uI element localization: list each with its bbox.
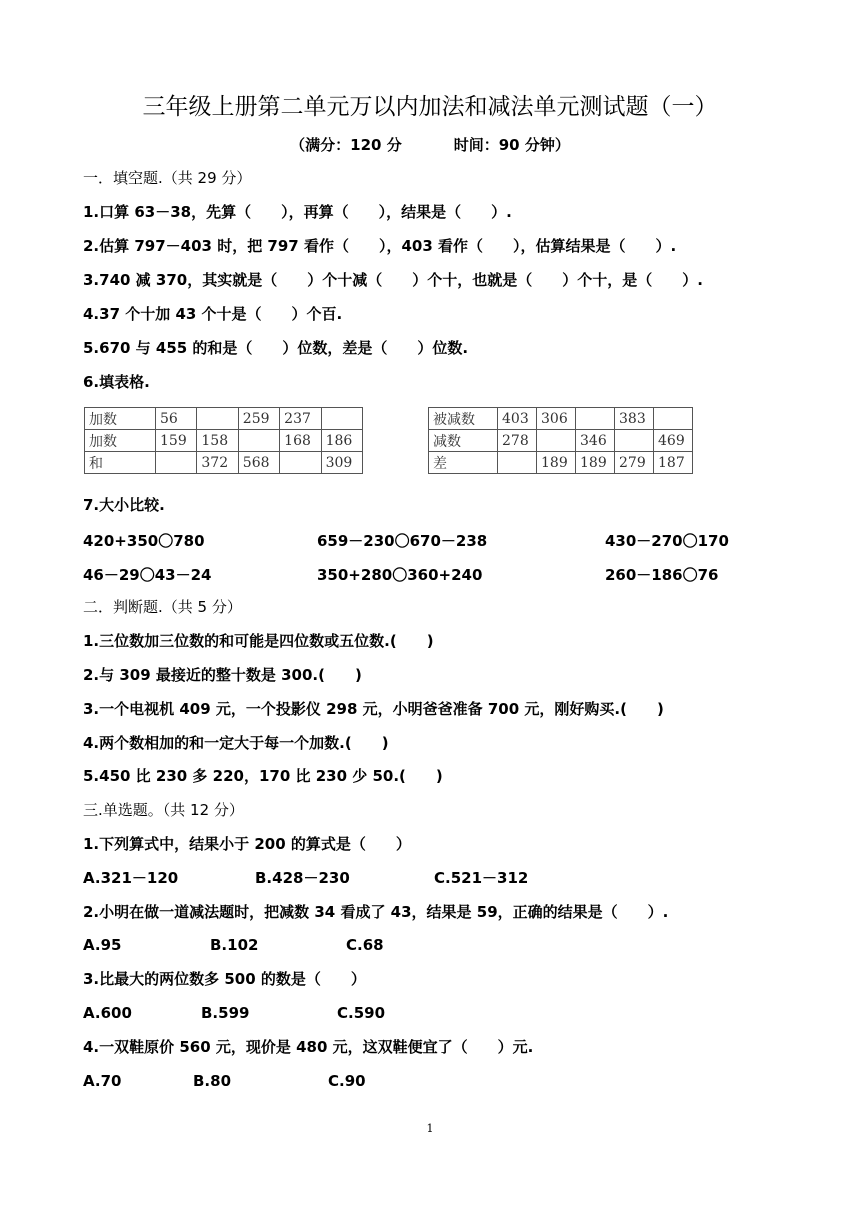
s1-question-4: 4.37 个十加 43 个十是（ ）个百. (83, 305, 343, 323)
table-cell: 278 (498, 430, 537, 452)
table-cell (156, 452, 197, 474)
option: A.70 (83, 1072, 122, 1090)
table-row (85, 408, 363, 430)
table-cell: 159 (156, 430, 197, 452)
table-cell (238, 430, 279, 452)
s2-question-2: 2.与 309 最接近的整十数是 300.( ) (83, 666, 362, 684)
table-cell: 加数 (85, 430, 156, 452)
table-row (429, 430, 693, 452)
s1-question-3: 3.740 减 370，其实就是（ ）个十减（ ）个十，也就是（ ）个十，是（ ）. (83, 271, 703, 289)
section-3-heading: 三.单选题。（共 12 分） (83, 801, 244, 819)
s3-question-3: 3.比最大的两位数多 500 的数是（ ） (83, 970, 366, 988)
table-cell: 189 (576, 452, 615, 474)
section-1-heading: 一．填空题.（共 29 分） (83, 169, 252, 187)
compare-item: 260－186〇76 (605, 566, 719, 584)
table-cell: 56 (156, 408, 197, 430)
s2-question-4: 4.两个数相加的和一定大于每一个加数.( ) (83, 734, 389, 752)
s2-question-3: 3.一个电视机 409 元，一个投影仪 298 元，小明爸爸准备 700 元，刚好购买.( ) (83, 700, 664, 718)
table-cell: 279 (615, 452, 654, 474)
table-cell (498, 452, 537, 474)
s3-question-1: 1.下列算式中，结果小于 200 的算式是（ ） (83, 835, 411, 853)
table-cell: 差 (429, 452, 498, 474)
subtitle (0, 134, 860, 155)
table-row (85, 430, 363, 452)
s2-question-5: 5.450 比 230 多 220，170 比 230 少 50.( ) (83, 767, 443, 785)
s3-question-2: 2.小明在做一道减法题时，把减数 34 看成了 43，结果是 59，正确的结果是（ ）. (83, 903, 669, 921)
full-score: （满分：120 分 (290, 136, 402, 154)
s2-question-1: 1.三位数加三位数的和可能是四位数或五位数.( ) (83, 632, 434, 650)
table-cell: 168 (280, 430, 321, 452)
table-cell: 568 (238, 452, 279, 474)
page-number: 1 (426, 1122, 434, 1135)
table-cell: 被减数 (429, 408, 498, 430)
option: C.521－312 (434, 869, 529, 887)
option: B.102 (210, 936, 259, 954)
table-cell: 259 (238, 408, 279, 430)
compare-item: 430－270〇170 (605, 532, 729, 550)
table-cell (576, 408, 615, 430)
table-cell: 469 (654, 430, 693, 452)
s1-question-5: 5.670 与 455 的和是（ ）位数，差是（ ）位数. (83, 339, 469, 357)
table-cell (280, 452, 321, 474)
compare-item: 350+280〇360+240 (317, 566, 483, 584)
table-cell (537, 430, 576, 452)
s3-question-4: 4.一双鞋原价 560 元，现价是 480 元，这双鞋便宜了（ ）元. (83, 1038, 534, 1056)
option: B.428－230 (255, 869, 350, 887)
option: C.590 (337, 1004, 386, 1022)
page-title: 三年级上册第二单元万以内加法和减法单元测试题（一） (142, 94, 718, 120)
table-cell: 306 (537, 408, 576, 430)
option: B.80 (193, 1072, 232, 1090)
table-cell: 346 (576, 430, 615, 452)
table-row (429, 408, 693, 430)
time-limit: 时间：90 分钟） (453, 136, 570, 154)
table-cell: 372 (197, 452, 238, 474)
table-cell: 加数 (85, 408, 156, 430)
table-cell (654, 408, 693, 430)
table-cell: 减数 (429, 430, 498, 452)
table-cell: 189 (537, 452, 576, 474)
option: A.600 (83, 1004, 132, 1022)
table-cell: 309 (321, 452, 362, 474)
table-cell: 和 (85, 452, 156, 474)
option: A.321－120 (83, 869, 179, 887)
table-cell (615, 430, 654, 452)
option: C.90 (328, 1072, 366, 1090)
compare-item: 659－230〇670－238 (317, 532, 488, 550)
table-cell: 158 (197, 430, 238, 452)
compare-item: 46－29〇43－24 (83, 566, 212, 584)
table-cell: 403 (498, 408, 537, 430)
subtraction-table (428, 407, 693, 474)
addition-table (84, 407, 363, 474)
table-cell: 383 (615, 408, 654, 430)
s1-question-2: 2.估算 797－403 时，把 797 看作（ ），403 看作（ ），估算结果是（ ）. (83, 237, 677, 255)
option: A.95 (83, 936, 122, 954)
table-cell (321, 408, 362, 430)
s1-question-6: 6.填表格. (83, 373, 150, 391)
option: C.68 (346, 936, 384, 954)
option: B.599 (201, 1004, 250, 1022)
table-cell: 186 (321, 430, 362, 452)
s1-question-7: 7.大小比较. (83, 496, 165, 514)
s1-question-1: 1.口算 63－38，先算（ ），再算（ ），结果是（ ）. (83, 203, 512, 221)
table-cell (197, 408, 238, 430)
table-cell: 237 (280, 408, 321, 430)
table-cell: 187 (654, 452, 693, 474)
section-2-heading: 二．判断题.（共 5 分） (83, 598, 242, 616)
table-row (429, 452, 693, 474)
table-row (85, 452, 363, 474)
compare-item: 420+350〇780 (83, 532, 205, 550)
